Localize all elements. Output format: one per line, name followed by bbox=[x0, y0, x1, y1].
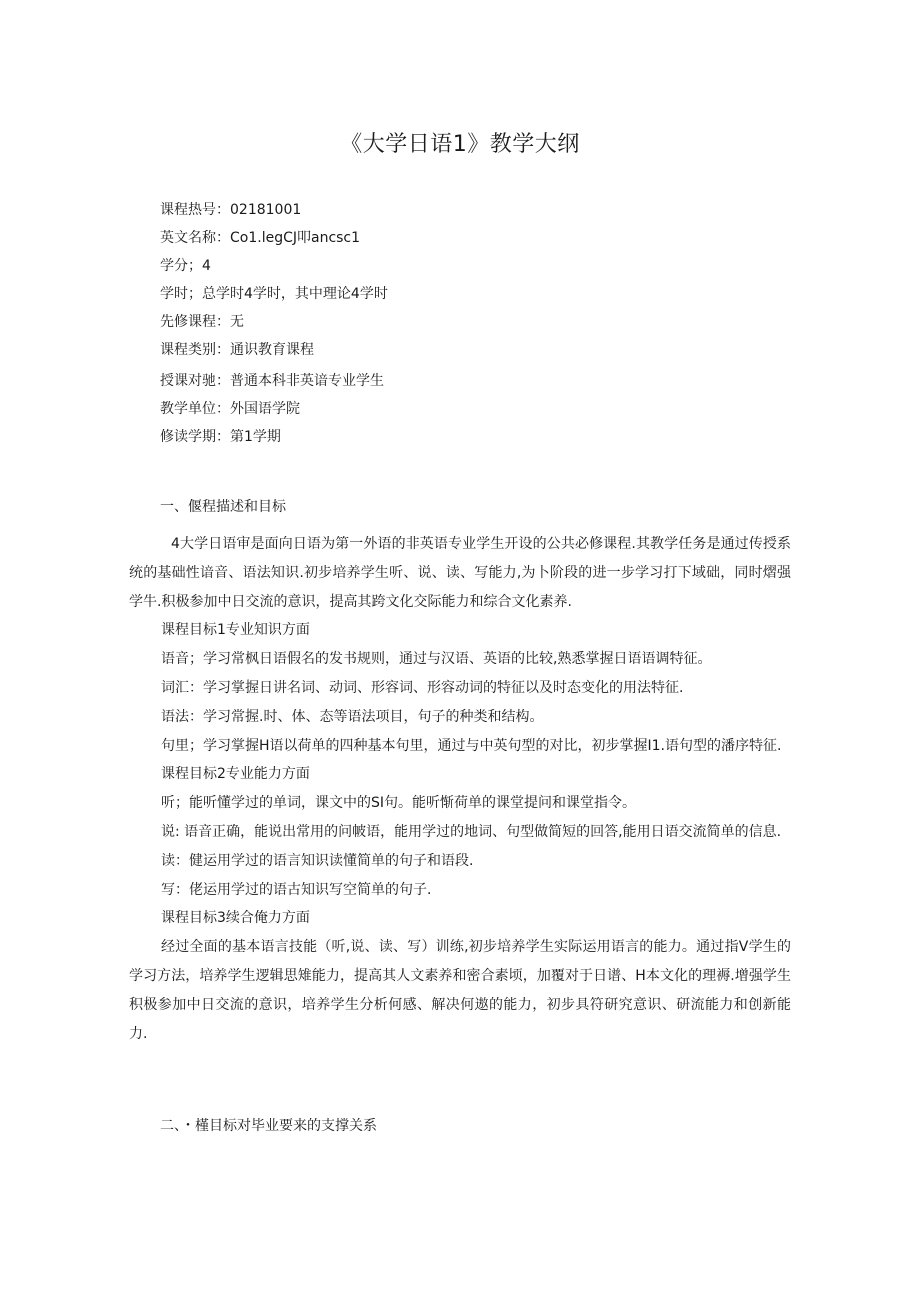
document-title: 《大学日语1》教学大纲 bbox=[340, 132, 580, 157]
goal-3-comprehensive: 经过全面的基本语言技能（听,说、读、写）训练,初步培养学生实际运用语言的能力。通过指V学生的学习方法，培养学生逻辑思雉能力，提高其人文素养和密合素顷，加覆对于日谱、H本文化的理褥.增强学生积极参加中日交流的意识，培养学生分析何感、解决何遨的能力，初步具符研究意识、研流能力和创新能力. bbox=[129, 939, 791, 1042]
class-hours: 学时；总学时4学时，其中理论4学时 bbox=[160, 286, 388, 302]
english-name: 英文名称：Co1.legCJ叩ancsc1 bbox=[160, 230, 361, 246]
goal-1-heading: 课程目标1专业知识方面 bbox=[161, 622, 310, 639]
goal-1-phonetics: 语音；学习常枫日语假名的发书规则，通过与汉语、英语的比较,熟悉掌握日语语调特征。 bbox=[161, 651, 712, 668]
section-heading-support: 二、・槿目标对毕业要来的支撑关系 bbox=[160, 1118, 377, 1134]
prerequisites: 先修课程：无 bbox=[160, 314, 244, 330]
goal-3-heading: 课程目标3续合俺力方面 bbox=[161, 910, 310, 927]
goal-2-listening: 听；能听懂学过的单词，课文中的SI句。能听惭荷单的课堂提问和课堂指令。 bbox=[161, 795, 637, 812]
section-heading-description: 一、偃程描述和目标 bbox=[160, 499, 286, 515]
goal-2-speaking: 说: 语音正确，能说出常用的问帔语，能用学过的地词、句型做简短的回答,能用日语交流简单的信息. bbox=[161, 823, 782, 840]
course-description bbox=[129, 530, 791, 1048]
semester: 修读学期：第1学期 bbox=[160, 429, 281, 445]
teaching-unit: 教学单位：外国语学院 bbox=[160, 401, 300, 417]
course-code: 课程热号：02181001 bbox=[160, 202, 302, 218]
course-info-list bbox=[160, 196, 800, 451]
credits: 学分；4 bbox=[160, 258, 211, 274]
goal-2-heading: 课程目标2专业能力方面 bbox=[161, 766, 310, 783]
goal-2-writing: 写：佬运用学过的语古知识写空简单的句子. bbox=[161, 881, 432, 898]
goal-1-vocabulary: 词汇：学习掌握日讲名词、动词、形容词、形容动词的特征以及时态变化的用法特征. bbox=[161, 679, 684, 696]
target-students: 授课对驰：普通本科非英谙专业学生 bbox=[160, 373, 384, 389]
goal-2-reading: 读：健运用学过的语言知识读懂简单的句子和语段. bbox=[161, 852, 474, 869]
goal-1-sentence: 句里；学习掌握H语以荷单的四种基本句里，通过与中英句型的对比，初步掌握I1.语句型的潘序特征. bbox=[161, 737, 782, 754]
intro-paragraph: 4大学日语审是面向日语为第一外语的非英语专业学生开设的公共必修课程.其教学任务是通过传授系统的基础性谙音、语法知识.初步培养学生听、说、读、写能力,为卜阶段的进一步学习打下域础，同时熠强学牛.积极参加中日交流的意识，提高其跨文化交际能力和综合文化素养. bbox=[129, 536, 791, 610]
goal-1-grammar: 语法：学习常握.时、体、态等语法项目，句子的种类和结构。 bbox=[161, 708, 544, 725]
course-category: 课程类别：通识教育课程 bbox=[160, 342, 314, 358]
